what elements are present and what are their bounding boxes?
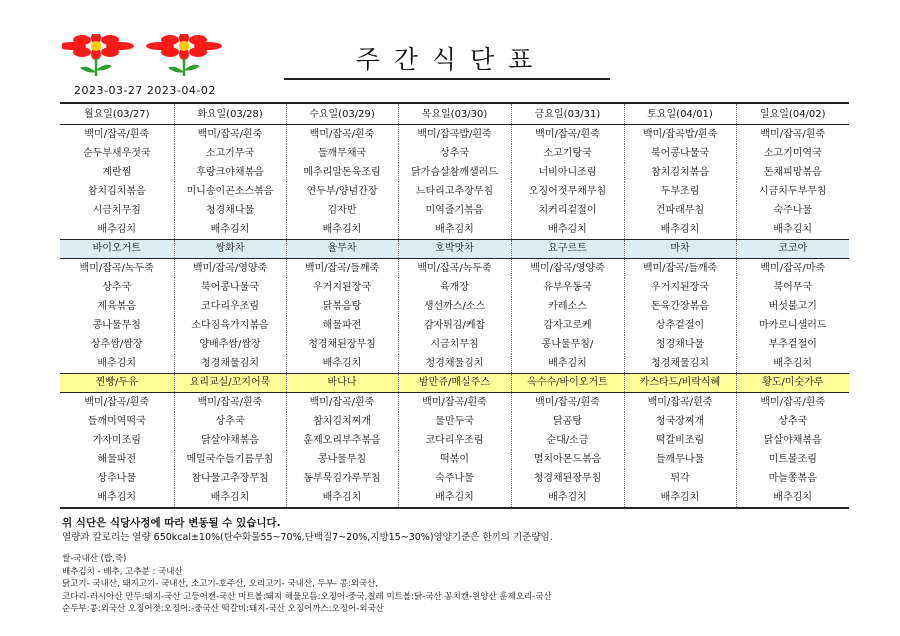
menu-cell: 유부우동국 — [511, 278, 624, 297]
menu-cell: 미트볼조림 — [768, 454, 817, 465]
menu-cell: 돈육간장볶음 — [624, 297, 736, 316]
menu-cell: 배추김치 — [773, 224, 813, 235]
day-header: 목요일(03/30) — [398, 103, 511, 125]
menu-cell: 요리교실/꼬지어묵 — [174, 374, 286, 393]
menu-cell: 백미/잡곡/흰죽 — [760, 397, 826, 408]
menu-cell: 청경채물김치 — [398, 354, 511, 374]
day-header: 일요일(04/02) — [736, 103, 849, 125]
menu-cell: 들깨미역떡국 — [60, 412, 174, 431]
day-header: 수요일(03/29) — [286, 103, 398, 125]
title-underline — [284, 78, 610, 80]
menu-cell: 배추김치 — [511, 220, 624, 240]
menu-cell: 떡볶이 — [398, 450, 511, 469]
menu-cell: 밤만쥬/매실주스 — [398, 374, 511, 393]
menu-cell: 김자반 — [286, 201, 398, 220]
menu-cell: 순두부새우젓국 — [60, 144, 174, 163]
menu-cell: 북어무국 — [773, 282, 813, 293]
menu-cell: 배추김치 — [624, 488, 736, 508]
menu-cell: 상추국 — [398, 144, 511, 163]
menu-cell: 마카로니샐러드 — [758, 320, 827, 331]
menu-cell: 닭살야채볶음 — [763, 435, 822, 446]
menu-cell: 배추김치 — [60, 220, 174, 240]
menu-cell: 카스타드/비락식혜 — [624, 374, 736, 393]
menu-cell: 백미/잡곡/녹두죽 — [60, 259, 174, 279]
menu-cell: 백미/잡곡/영양죽 — [174, 259, 286, 279]
menu-cell: 백미/잡곡/영양죽 — [511, 259, 624, 279]
menu-cell: 청국장찌개 — [624, 412, 736, 431]
menu-cell: 너비아니조림 — [511, 163, 624, 182]
menu-cell: 들깨무채국 — [286, 144, 398, 163]
lunch-row — [60, 354, 849, 374]
dinner-row — [60, 469, 849, 488]
day-header: 토요일(04/01) — [624, 103, 736, 125]
menu-cell: 참치김치볶음 — [60, 182, 174, 201]
menu-cell: 콩나물무침/ — [511, 335, 624, 354]
lunch-row — [60, 259, 849, 279]
menu-cell: 백미/잡곡/흰죽 — [511, 125, 624, 145]
menu-cell: 느타리고추장무침 — [398, 182, 511, 201]
menu-cell: 백미/잡곡/마죽 — [760, 263, 826, 274]
lunch-row — [60, 335, 849, 354]
menu-cell: 백미/잡곡/흰죽 — [60, 125, 174, 145]
menu-cell: 버섯불고기 — [768, 301, 817, 312]
menu-cell: 들깨무나물 — [624, 450, 736, 469]
menu-cell: 백미/잡곡/흰죽 — [511, 393, 624, 413]
dinner-row — [60, 431, 849, 450]
menu-cell: 건파래무침 — [624, 201, 736, 220]
lunch-row — [60, 297, 849, 316]
menu-cell: 배추김치 — [286, 220, 398, 240]
menu-cell: 양배추쌈/쌈장 — [174, 335, 286, 354]
menu-cell: 코다리우조림 — [174, 297, 286, 316]
menu-cell: 돈채피망볶음 — [763, 167, 822, 178]
menu-cell: 콩나물무침 — [286, 450, 398, 469]
origin-line: 코다리-러시아산 만두:돼지-국산 고등어캔-국산 미트볼:돼지 해물모듬:오징어-중국,칠레 미트볼:닭-국산 꽁치캔-원양산 훈제오리-국산 — [62, 591, 552, 602]
menu-cell: 카레소스 — [511, 297, 624, 316]
menu-cell: 백미/잡곡/흰죽 — [398, 393, 511, 413]
menu-cell: 상추나물 — [60, 469, 174, 488]
flower-decoration — [62, 34, 242, 78]
menu-cell: 닭가슴살참깨샐러드 — [398, 163, 511, 182]
lunch-row — [60, 316, 849, 335]
menu-cell: 북어콩나물국 — [174, 278, 286, 297]
menu-cell: 배추김치 — [511, 354, 624, 374]
menu-cell: 제육볶음 — [60, 297, 174, 316]
menu-cell: 청경채된장무침 — [511, 469, 624, 488]
nutrition-text: 열량과 칼로리는 열량 650kcal±10%(탄수화물55~70%,단백질7~20%,지방15~30%)영양기준은 한끼의 기준량임. — [62, 532, 553, 543]
menu-cell: 순대/소금 — [511, 431, 624, 450]
menu-cell: 연두부/양념간장 — [286, 182, 398, 201]
menu-cell: 배추김치 — [174, 220, 286, 240]
breakfast-row — [60, 182, 849, 201]
origin-line: 닭고기- 국내산, 돼지고기- 국내산, 소고기-호주산, 오리고기- 국내산, 두부- 콩:외국산, — [62, 579, 379, 589]
day-header: 금요일(03/31) — [511, 103, 624, 125]
menu-cell: 시금치무침 — [60, 201, 174, 220]
menu-cell: 감자고로케 — [511, 316, 624, 335]
menu-cell: 해물파전 — [286, 316, 398, 335]
menu-cell: 소고기무국 — [174, 144, 286, 163]
day-header: 화요일(03/28) — [174, 103, 286, 125]
menu-cell: 배추김치 — [60, 354, 174, 374]
page-title: 주간식단표 — [355, 45, 547, 74]
menu-cell: 찐빵/두유 — [60, 374, 174, 393]
menu-cell: 코다리우조림 — [398, 431, 511, 450]
menu-cell: 백미/잡곡/흰죽 — [286, 125, 398, 145]
menu-cell: 백미/잡곡/흰죽 — [60, 393, 174, 413]
menu-cell: 배추김치 — [398, 220, 511, 240]
menu-cell: 감자튀김/케찹 — [398, 316, 511, 335]
menu-cell: 닭살야채볶음 — [174, 431, 286, 450]
menu-cell: 메밀국수들기름무침 — [174, 450, 286, 469]
menu-cell: 배추김치 — [174, 488, 286, 508]
menu-cell: 시금치두부무침 — [758, 186, 827, 197]
menu-cell: 청경채된장무침 — [286, 335, 398, 354]
menu-cell: 콩나물무침 — [60, 316, 174, 335]
menu-cell: 백미/잡곡밥/흰죽 — [398, 125, 511, 145]
menu-cell: 백미/잡곡/들깨죽 — [624, 259, 736, 279]
menu-cell: 바이오거트 — [60, 240, 174, 259]
menu-cell: 두부조림 — [624, 182, 736, 201]
menu-cell: 바나나 — [286, 374, 398, 393]
menu-cell: 백미/잡곡/흰죽 — [624, 393, 736, 413]
menu-cell: 북어콩나물국 — [624, 144, 736, 163]
menu-cell: 육개장 — [398, 278, 511, 297]
menu-cell: 후랑크야채볶음 — [174, 163, 286, 182]
menu-cell: 상추쌈/쌈장 — [60, 335, 174, 354]
origin-line: 배추김치 - 배추, 고추분 : 국내산 — [62, 566, 183, 577]
menu-cell: 생선까스/소스 — [398, 297, 511, 316]
breakfast-row — [60, 201, 849, 220]
menu-cell: 우거지된장국 — [624, 278, 736, 297]
menu-cell: 요구르트 — [511, 240, 624, 259]
day-header: 월요일(03/27) — [60, 103, 174, 125]
flower-icon — [62, 34, 134, 76]
menu-cell: 오징어젓무채무침 — [511, 182, 624, 201]
menu-cell: 소고기탕국 — [511, 144, 624, 163]
menu-cell: 백미/잡곡/흰죽 — [174, 125, 286, 145]
menu-cell: 물만두국 — [398, 412, 511, 431]
menu-cell: 닭볶음탕 — [286, 297, 398, 316]
breakfast-row — [60, 125, 849, 145]
menu-cell: 참치김치볶음 — [624, 163, 736, 182]
menu-cell: 해물파전 — [60, 450, 174, 469]
menu-cell: 숙주나물 — [398, 469, 511, 488]
breakfast-row — [60, 163, 849, 182]
menu-cell: 백미/잡곡밥/흰죽 — [624, 125, 736, 145]
menu-cell: 동부묵김가루무침 — [286, 469, 398, 488]
menu-cell: 마차 — [624, 240, 736, 259]
menu-cell: 청경채나물 — [174, 201, 286, 220]
origin-line: 순두부:콩:외국산 오징어젓:오징어:-중국산 떡갈비:돼지-국산 오징어까스:오징어-외국산 — [62, 604, 384, 614]
menu-cell: 시금치무침 — [398, 335, 511, 354]
lunch-row — [60, 278, 849, 297]
afternoon-snack-row — [60, 374, 849, 393]
menu-cell: 참치김치찌개 — [286, 412, 398, 431]
menu-cell: 배추김치 — [511, 488, 624, 508]
menu-cell: 소고기미역국 — [763, 148, 822, 159]
menu-cell: 계란찜 — [60, 163, 174, 182]
menu-cell: 배추김치 — [773, 358, 813, 369]
menu-cell: 미역줄기볶음 — [398, 201, 511, 220]
date-range: 2023-03-27 2023-04-02 — [74, 84, 216, 97]
menu-cell: 배추김치 — [60, 488, 174, 508]
menu-cell: 튀각 — [624, 469, 736, 488]
menu-cell: 상추국 — [60, 278, 174, 297]
menu-cell: 메추리알돈육조림 — [286, 163, 398, 182]
menu-cell: 참나물고추장무침 — [174, 469, 286, 488]
menu-cell: 상추국 — [778, 416, 808, 427]
menu-cell: 우거지된장국 — [286, 278, 398, 297]
origin-list — [62, 553, 862, 616]
menu-cell: 백미/잡곡/녹두죽 — [398, 259, 511, 279]
menu-cell: 멸치아몬드볶음 — [511, 450, 624, 469]
menu-cell: 배추김치 — [398, 488, 511, 508]
menu-cell: 백미/잡곡/흰죽 — [286, 393, 398, 413]
dinner-row — [60, 450, 849, 469]
morning-snack-row — [60, 240, 849, 259]
menu-cell: 백미/잡곡/흰죽 — [174, 393, 286, 413]
menu-cell: 부추겉절이 — [768, 339, 817, 350]
menu-cell: 율무차 — [286, 240, 398, 259]
menu-cell: 떡갈비조림 — [624, 431, 736, 450]
menu-cell: 소다짐육가지볶음 — [174, 316, 286, 335]
menu-cell: 쌍화차 — [174, 240, 286, 259]
dinner-row — [60, 393, 849, 413]
menu-cell: 가자미조림 — [60, 431, 174, 450]
menu-cell: 숙주나물 — [773, 205, 813, 216]
menu-cell: 황도/미숫가루 — [736, 374, 849, 393]
menu-cell: 미니송이곤소스볶음 — [174, 182, 286, 201]
menu-cell: 마늘쫑볶음 — [768, 473, 817, 484]
menu-cell: 배추김치 — [286, 488, 398, 508]
dinner-row — [60, 412, 849, 431]
origin-line: 쌀-국내산 (밥,죽) — [62, 554, 127, 564]
menu-cell: 호박맛차 — [398, 240, 511, 259]
menu-cell: 배추김치 — [286, 354, 398, 374]
menu-cell: 배추김치 — [624, 220, 736, 240]
menu-cell: 옥수수/바이오거트 — [511, 374, 624, 393]
menu-cell: 닭곰탕 — [511, 412, 624, 431]
menu-cell: 청경채나물 — [624, 335, 736, 354]
flower-icon — [146, 34, 222, 76]
breakfast-row — [60, 220, 849, 240]
breakfast-row — [60, 144, 849, 163]
menu-cell: 코코아 — [736, 240, 849, 259]
menu-cell: 상추국 — [174, 412, 286, 431]
weekly-menu-table — [60, 102, 849, 509]
menu-cell: 훈제오리부추볶음 — [286, 431, 398, 450]
dinner-row — [60, 488, 849, 508]
menu-cell: 백미/잡곡/흰죽 — [760, 129, 826, 140]
menu-cell: 치커리겉절이 — [511, 201, 624, 220]
menu-cell: 배추김치 — [736, 488, 849, 508]
notes-section — [62, 516, 862, 616]
menu-cell: 청경채물김치 — [624, 354, 736, 374]
menu-cell: 상추겉절이 — [624, 316, 736, 335]
notice-text: 위 식단은 식당사정에 따라 변동될 수 있습니다. — [62, 517, 281, 529]
menu-cell: 백미/잡곡/들깨죽 — [286, 259, 398, 279]
menu-cell: 청경채물김치 — [174, 354, 286, 374]
